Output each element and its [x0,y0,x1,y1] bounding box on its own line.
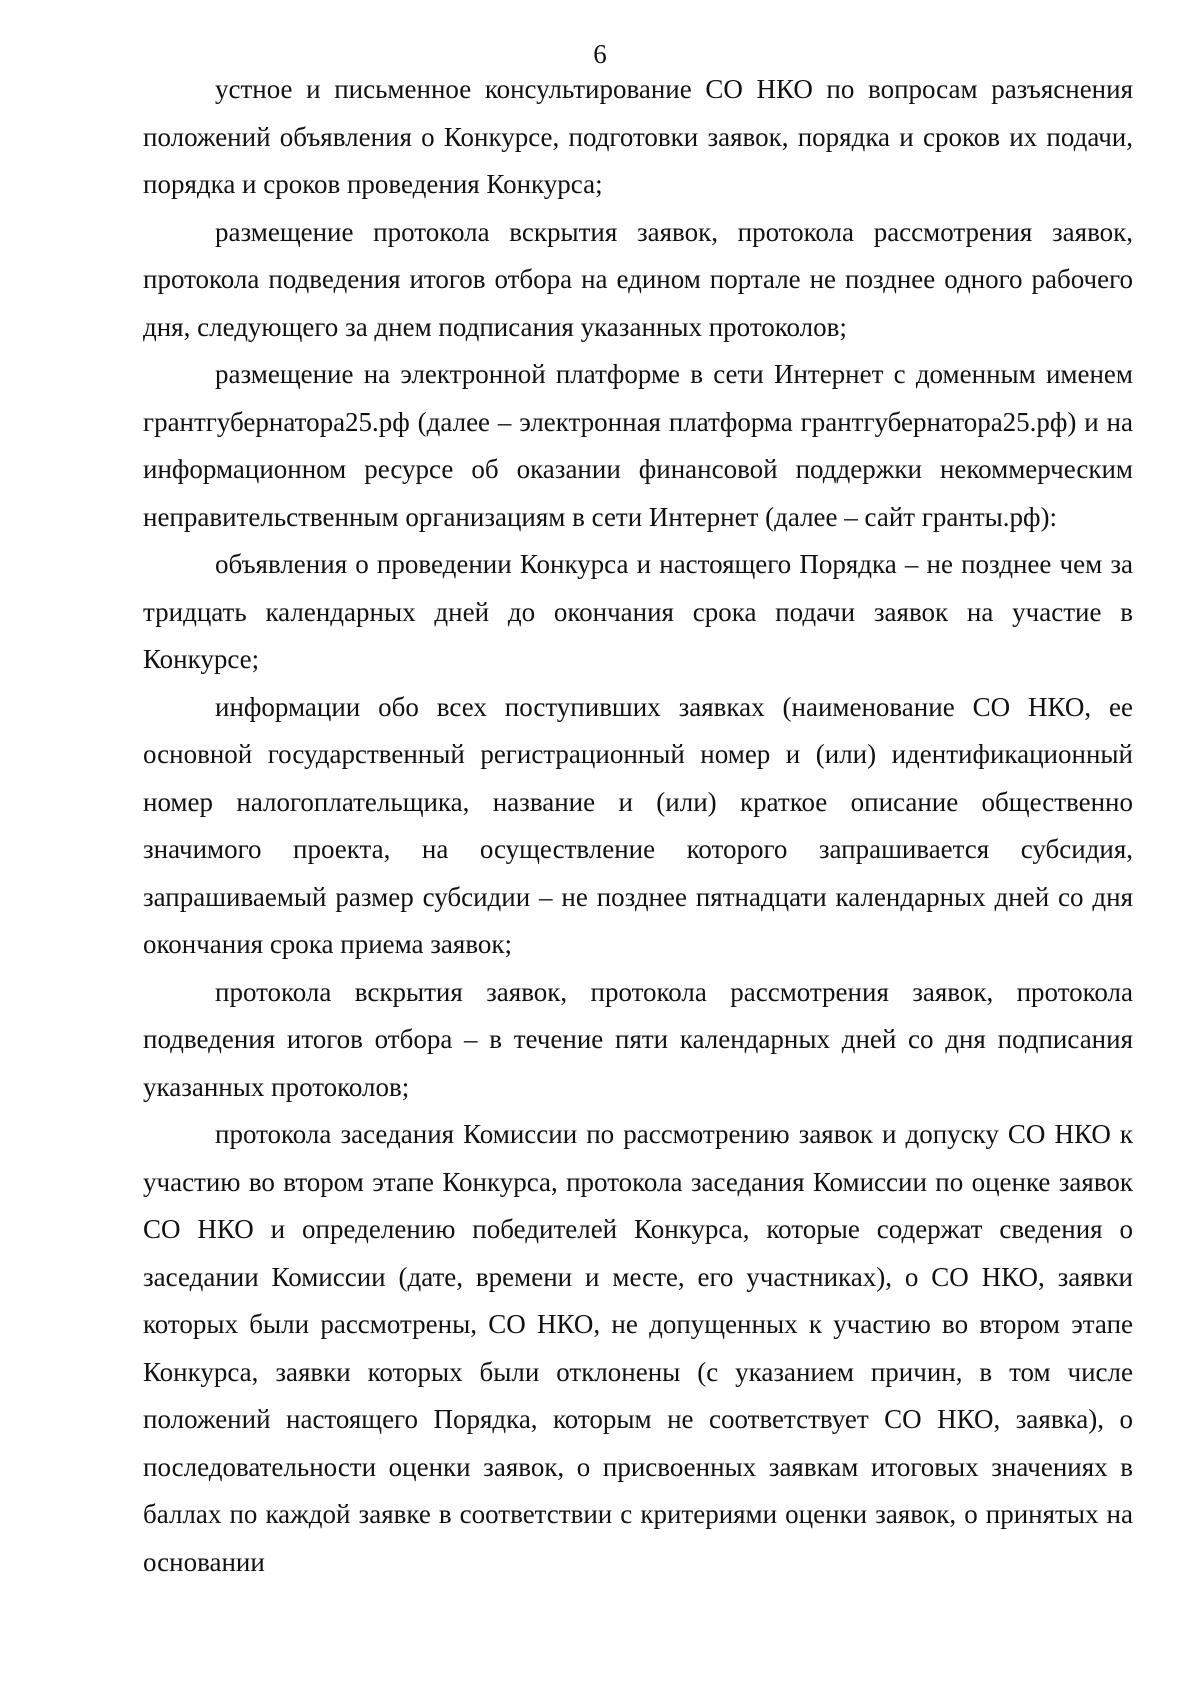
paragraph-announcement: объявления о проведении Конкурса и настоящего Порядка – не позднее чем за тридцать календарных дней до окончания срока подачи заявок на участие в Конкурсе; [143,549,1133,674]
document-body [143,66,1133,1586]
paragraph-protocol-placement: размещение протокола вскрытия заявок, протокола рассмотрения заявок, протокола подведения итогов отбора на едином портале не позднее одного рабочего дня, следующего за днем подписания указанных протоколов; [143,216,1133,342]
paragraph-consulting: устное и письменное консультирование СО НКО по вопросам разъяснения положений объявления о Конкурсе, подготовки заявок, порядка и сроков их подачи, порядка и сроков проведения Конкурса; [143,74,1133,199]
paragraph-commission-protocols: протокола заседания Комиссии по рассмотрению заявок и допуску СО НКО к участию во втором этапе Конкурса, протокола заседания Комиссии по оценке заявок СО НКО и определению победителей Конкурса, которые содержат сведения о заседании Комиссии (дате, времени и месте, его участниках), о СО НКО, заявки которых были рассмотрены, СО НКО, не допущенных к участию во втором этапе Конкурса, заявки которых были отклонены (с указанием причин, в том числе положений настоящего Порядка, которым не соответствует СО НКО, заявка), о последовательности оценки заявок, о присвоенных заявкам итоговых значениях в баллах по каждой заявке в соответствии с критериями оценки заявок, о принятых на основании [143,1119,1133,1577]
page-number: 6 [593,39,607,69]
paragraph-protocols-timing: протокола вскрытия заявок, протокола рассмотрения заявок, протокола подведения итогов отбора – в течение пяти календарных дней со дня подписания указанных протоколов; [143,976,1133,1102]
paragraph-platform-placement: размещение на электронной платформе в сети Интернет с доменным именем грантгубернатора25.рф (далее – электронная платформа грантгубернатора25.рф) и на информационном ресурсе об оказании финансовой поддержки некоммерческим неправительственным организациям в сети Интернет (далее – сайт гранты.рф): [143,359,1133,532]
paragraph-applications-info: информации обо всех поступивших заявках (наименование СО НКО, ее основной государственный регистрационный номер и (или) идентификационный номер налогоплательщика, название и (или) краткое описание общественно значимого проекта, на осуществление которого запрашивается субсидия, запрашиваемый размер субсидии – не позднее пятнадцати календарных дней со дня окончания срока приема заявок; [143,691,1133,959]
